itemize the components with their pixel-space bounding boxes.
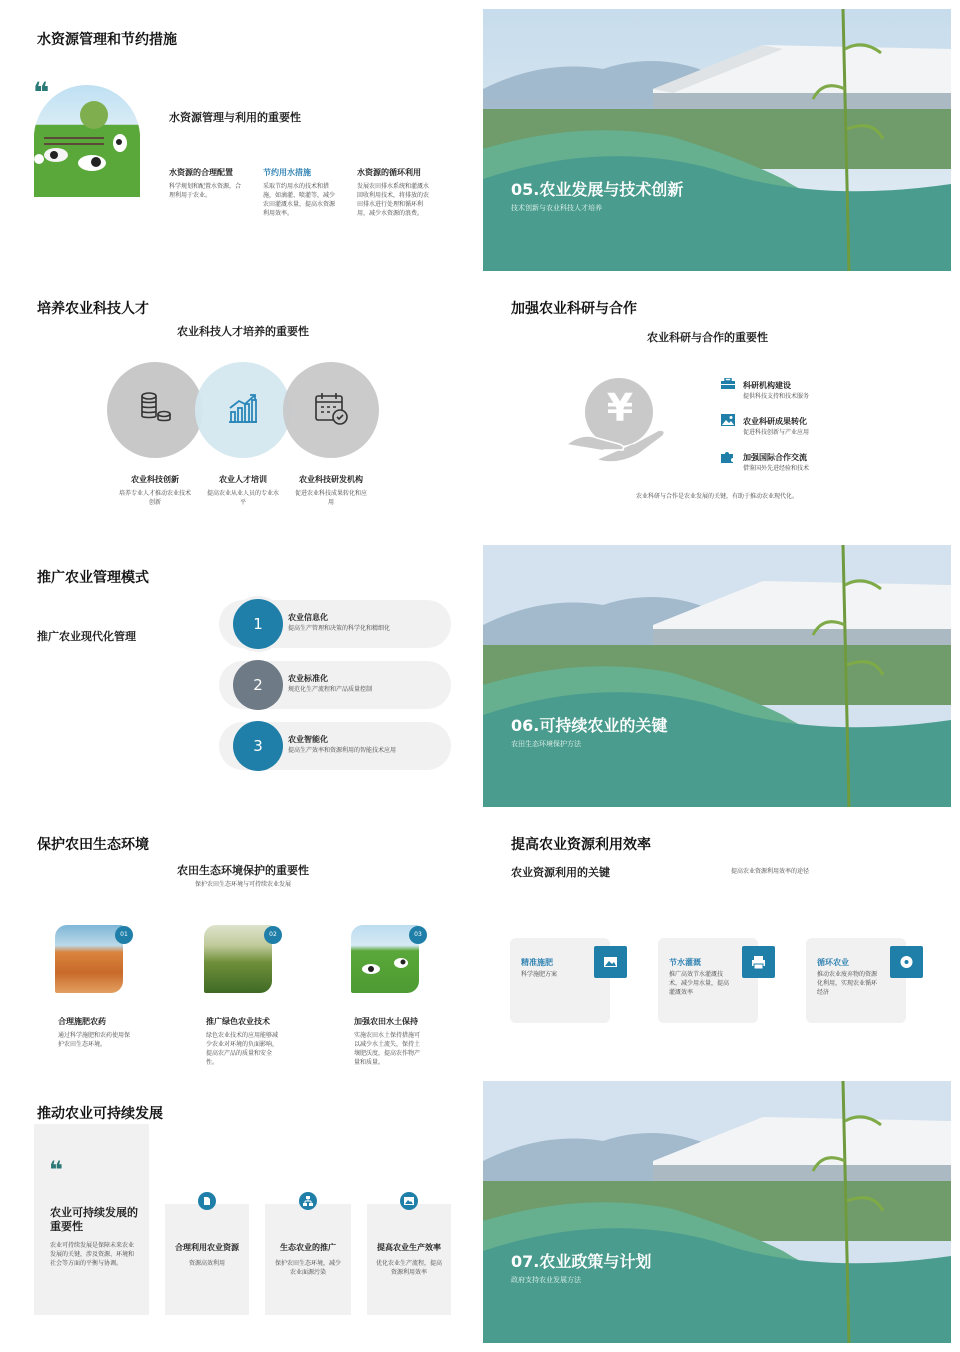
card-head: 合理利用农业资源 <box>175 1243 239 1252</box>
step-head: 农业标准化 <box>288 674 328 683</box>
right-note: 提高农业资源利用效率的途径 <box>731 868 810 875</box>
slide-title: 保护农田生态环境 <box>37 837 149 853</box>
step-badge: 01 <box>115 926 133 944</box>
greenhouse-photo <box>483 545 951 807</box>
coins-icon <box>137 390 173 426</box>
step-badge: 02 <box>264 926 282 944</box>
hand-yen-icon <box>567 374 667 466</box>
slide-research <box>483 278 951 540</box>
slide-ecology <box>9 812 477 1074</box>
section-subtitle: 政府支持农业发展方法 <box>511 1276 581 1284</box>
quote-icon: ❝ <box>33 76 50 109</box>
footer-note: 农业科研与合作是农业发展的关键，有助于推动农业现代化。 <box>635 493 798 500</box>
col-3 <box>357 167 429 218</box>
item-head: 科研机构建设 <box>743 381 791 390</box>
card-head: 提高农业生产效率 <box>377 1243 441 1252</box>
yen-symbol: ¥ <box>606 386 634 430</box>
card-body: 科学施肥方案 <box>521 971 558 978</box>
col-1 <box>169 167 241 200</box>
item-body: 提高农业从业人员的专业水平 <box>206 490 279 506</box>
image-icon <box>721 414 735 426</box>
step-head: 农业智能化 <box>288 735 328 744</box>
step-body: 规范化生产流程和产品质量控制 <box>288 686 373 693</box>
card-1 <box>165 1204 249 1315</box>
left-heading: 农业资源利用的关键 <box>511 866 610 879</box>
item-body: 促进科技创新与产业应用 <box>743 429 810 436</box>
puzzle-icon <box>721 450 735 463</box>
greenhouse-photo <box>483 1081 951 1343</box>
item-body: 促进农业科技成果转化和应用 <box>294 490 367 506</box>
item-body: 实施农田水土保持措施可以减少水土流失，保持土壤肥沃度，提高农作物产量和质量。 <box>354 1032 421 1066</box>
item-2 <box>205 474 281 507</box>
col-head: 水资源的合理配置 <box>169 168 233 177</box>
card-head: 节水灌溉 <box>669 958 701 967</box>
document-icon <box>198 1192 216 1210</box>
slide-desc: 保护农田生态环境与可持续农业发展 <box>194 881 291 888</box>
step-badge: 03 <box>409 926 427 944</box>
step-1 <box>219 600 451 648</box>
col-head: 节约用水措施 <box>263 168 311 177</box>
col-body: 科学规划和配置水资源，合理利用于农业。 <box>169 183 242 199</box>
section-subtitle: 农田生态环境保护方法 <box>511 740 581 748</box>
cow-pasture-photo <box>34 85 140 197</box>
slide-sustainable <box>9 1081 477 1343</box>
item-head: 农业科研成果转化 <box>743 417 807 426</box>
col-head: 水资源的循环利用 <box>357 168 421 177</box>
printer-icon <box>742 946 775 978</box>
item-head: 合理施肥农药 <box>58 1017 106 1026</box>
slide-subtitle: 农业科研与合作的重要性 <box>647 331 768 344</box>
card-body: 保护农田生态环境，减少农业面源污染 <box>274 1260 341 1276</box>
slide-resource-efficiency <box>483 812 951 1074</box>
item-head: 农业人才培训 <box>219 475 267 484</box>
card-head: 精准施肥 <box>521 958 553 967</box>
image-icon <box>400 1192 418 1210</box>
card-body: 推广高效节水灌溉技术，减少用水量，提高灌溉效率 <box>669 971 730 996</box>
item-3 <box>354 1016 424 1067</box>
item-head: 农业科技研发机构 <box>299 475 363 484</box>
image-icon <box>594 946 627 978</box>
item-head: 农业科技创新 <box>131 475 179 484</box>
card-head: 生态农业的推广 <box>280 1243 336 1252</box>
col-2 <box>263 167 335 218</box>
card-3 <box>367 1204 451 1315</box>
step-2 <box>219 661 451 709</box>
slide-subtitle: 水资源管理与利用的重要性 <box>169 111 301 124</box>
card-body: 推动农业废弃物的资源化利用，实现农业循环经济 <box>817 971 878 996</box>
slide-title: 水资源管理和节约措施 <box>37 32 177 48</box>
lead-title: 农业可持续发展的重要性 <box>50 1206 138 1233</box>
section-title: 07.农业政策与计划 <box>511 1252 652 1271</box>
item-body: 培养专业人才推动农业技术创新 <box>118 490 191 506</box>
item-3 <box>293 474 369 507</box>
col-body: 发展农田排水系统和灌溉水回收利用技术，将排放的农田排水进行处理和循环利用，减少水资源的浪费。 <box>357 183 430 217</box>
toolbox-icon <box>721 378 735 389</box>
item-body: 通过科学施肥和农药使用保护农田生态环境。 <box>58 1032 131 1048</box>
slide-management <box>9 545 477 807</box>
slide-section-06 <box>483 545 951 807</box>
growth-chart-icon <box>225 390 261 426</box>
slide-section-05 <box>483 9 951 271</box>
item-body: 绿色农业技术的应用能够减少农业对环境的负面影响，提高农产品的质量和安全性。 <box>206 1032 279 1066</box>
slide-subtitle: 农田生态环境保护的重要性 <box>177 864 309 877</box>
step-body: 提高生产效率和资源利用的智能技术应用 <box>288 747 397 754</box>
forest-photo <box>204 925 272 993</box>
canyon-photo <box>55 925 123 993</box>
sitemap-icon <box>299 1192 317 1210</box>
card-2 <box>265 1204 351 1315</box>
left-heading: 推广农业现代化管理 <box>37 630 136 643</box>
greenhouse-photo <box>483 9 951 271</box>
slide-title: 推动农业可持续发展 <box>37 1106 163 1122</box>
step-3 <box>219 722 451 770</box>
calendar-check-icon <box>313 390 349 426</box>
step-body: 提高生产管理和决策的科学化和精细化 <box>288 625 391 632</box>
card-head: 循环农业 <box>817 958 849 967</box>
col-body: 采取节约用水的技术和措施，如滴灌、喷灌等，减少农田灌溉水量，提高水资源利用效率。 <box>263 183 336 217</box>
item-head: 推广绿色农业技术 <box>206 1017 270 1026</box>
slide-section-07 <box>483 1081 951 1343</box>
slide-title: 培养农业科技人才 <box>37 301 149 317</box>
lead-card <box>34 1124 149 1315</box>
quote-icon: ❝ <box>49 1156 64 1184</box>
item-head: 加强国际合作交流 <box>743 453 807 462</box>
item-body: 提供科技支持和技术服务 <box>743 393 810 400</box>
item-1 <box>117 474 193 507</box>
section-title: 06.可持续农业的关键 <box>511 716 668 735</box>
lead-body: 农业可持续发展是保障未来农业发展的关键，涉及资源、环境和社会等方面的平衡与协调。 <box>50 1242 135 1267</box>
section-title: 05.农业发展与技术创新 <box>511 180 684 199</box>
card-body: 资源高效利用 <box>188 1260 225 1267</box>
item-body: 借鉴国外先进经验和技术 <box>743 465 810 472</box>
step-number-badge: 1 <box>233 599 283 649</box>
disc-icon <box>890 946 923 978</box>
slide-title: 加强农业科研与合作 <box>511 301 637 317</box>
step-number-badge: 2 <box>233 660 283 710</box>
slide-subtitle: 农业科技人才培养的重要性 <box>177 325 309 338</box>
slide-title: 推广农业管理模式 <box>37 570 149 586</box>
item-2 <box>206 1016 280 1067</box>
step-number-badge: 3 <box>233 721 283 771</box>
section-subtitle: 技术创新与农业科技人才培养 <box>511 204 602 212</box>
item-1 <box>58 1016 132 1049</box>
slide-water-management <box>9 9 477 271</box>
card-body: 优化农业生产流程，提高资源利用效率 <box>375 1260 442 1276</box>
slide-talent <box>9 278 477 540</box>
slide-title: 提高农业资源利用效率 <box>511 837 651 853</box>
item-head: 加强农田水土保持 <box>354 1017 418 1026</box>
step-head: 农业信息化 <box>288 613 328 622</box>
